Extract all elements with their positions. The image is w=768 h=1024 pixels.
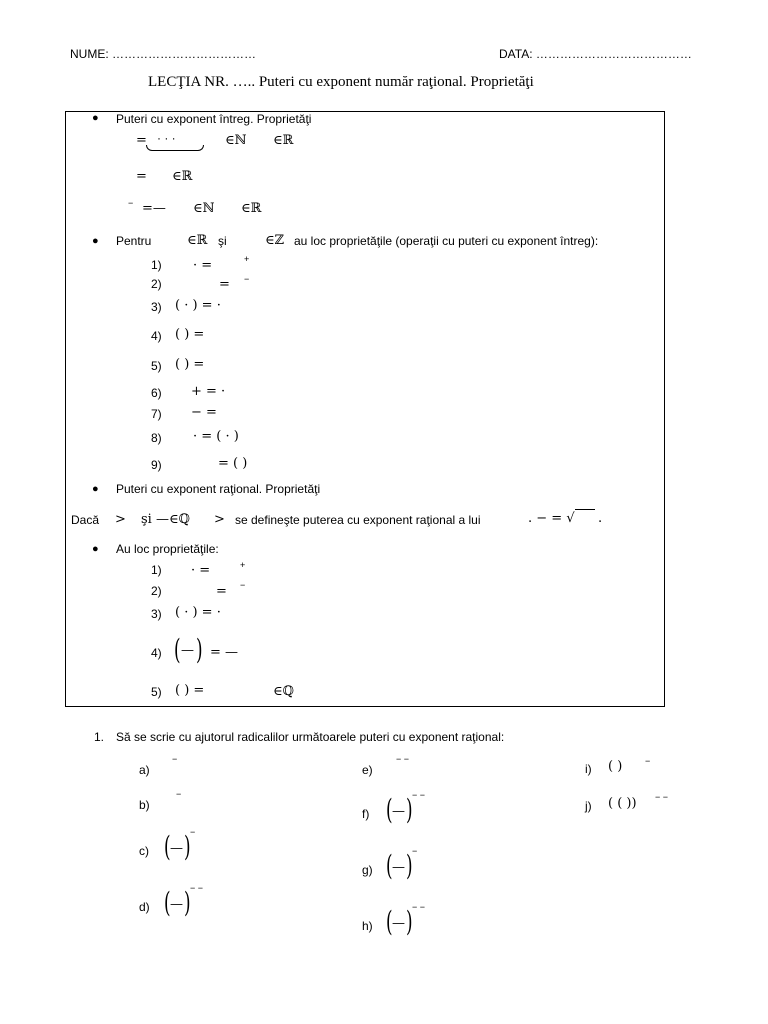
def3-in-r: ∈ℝ [241,201,262,216]
pentru-in-r: ∈ℝ [187,233,208,248]
int-prop-num: 3) [151,300,162,314]
def2-in-r: ∈ℝ [172,169,193,184]
def1-dots: · · · [157,131,176,145]
bullet-icon: ● [92,543,99,555]
radical-overline [575,509,595,510]
bullet-icon: ● [92,112,99,124]
int-prop-num: 1) [151,258,162,272]
left-paren-icon: ( [386,793,393,826]
daca-label: Dacă [71,513,100,527]
right-paren-icon: ) [184,830,191,863]
exp-minus: − [172,754,178,764]
int-prop-num: 5) [151,359,162,373]
left-paren-icon: ( [386,849,393,882]
int-prop-num: 8) [151,431,162,445]
frac-bar: — [170,841,183,856]
daca-end: . [598,511,603,526]
frac-bar: — [392,804,405,819]
rat-prop-expr: ( ) = [175,683,205,698]
item-j-expr: ( ( )) [608,796,637,811]
daca-gt: > [115,512,126,527]
daca-formula: . − = √ [528,511,575,526]
left-paren-icon: ( [386,905,393,938]
int-prop-num: 7) [151,407,162,421]
right-paren-icon: ) [184,886,191,919]
def3-eq: =— [142,201,166,216]
item-d-label: d) [139,900,150,914]
date-field-label: DATA: ………………………………… [499,47,692,61]
item-a-label: a) [139,763,150,777]
rat-prop-expr: = [216,584,227,599]
section-props-heading: Au loc proprietăţile: [116,542,219,556]
pentru-in-z: ∈ℤ [265,233,285,248]
item-g-label: g) [362,863,373,877]
right-paren-icon: ) [406,849,413,882]
rat-prop-num: 4) [151,646,162,660]
int-prop-expr: ( · ) = · [175,298,221,313]
item-i-label: i) [585,762,592,776]
exp-minus: − [190,827,196,837]
exp-double-minus: − − [412,902,426,912]
left-paren-icon: ( [164,886,171,919]
right-paren-icon: ) [406,905,413,938]
item-e-label: e) [362,763,373,777]
right-paren-icon: ) [406,793,413,826]
exp-double-minus: − − [655,792,669,802]
frac-bar: — [392,916,405,931]
pentru-text: au loc proprietăţile (operaţii cu puteri cu exponent întreg): [294,234,599,248]
exp-double-minus: − − [412,790,426,800]
int-prop-expr: ( ) = [175,327,205,342]
exp-minus: − [645,756,651,766]
name-field-label: NUME: ……………………………… [70,47,256,61]
exp-minus: − [176,789,182,799]
rat-prop-sup: + [240,560,246,570]
item-i-expr: ( ) [608,759,623,774]
int-prop-expr: · = [193,258,213,273]
def1-in-r: ∈ℝ [273,133,294,148]
right-paren-icon: ) [196,633,203,666]
item-c-label: c) [139,844,149,858]
rat-prop-expr: = — [210,645,239,660]
item-h-label: h) [362,919,373,933]
item-f-label: f) [362,807,370,821]
rat-prop-num: 5) [151,685,162,699]
exp-double-minus: − − [190,883,204,893]
exp-double-minus: − − [396,754,410,764]
int-prop-num: 9) [151,458,162,472]
left-paren-icon: ( [174,633,181,666]
def1-eq: = [136,133,147,148]
section-rational-heading: Puteri cu exponent raţional. Proprietăţi [116,482,321,496]
int-prop-expr: + = · [191,384,226,399]
int-prop-expr: ( ) = [175,357,205,372]
item-b-label: b) [139,798,150,812]
int-prop-expr: = [219,277,230,292]
int-prop-num: 4) [151,329,162,343]
daca-text: se defineşte puterea cu exponent raţional a lui [235,513,481,527]
frac-bar: — [392,860,405,875]
rat-prop-sup: − [240,580,246,590]
int-prop-expr: − = [191,405,217,420]
def2-eq: = [136,169,147,184]
def1-in-n: ∈ℕ [225,133,247,148]
rat-prop-expr: ( · ) = · [175,605,221,620]
section-integer-heading: Puteri cu exponent întreg. Proprietăţi [116,112,312,126]
left-paren-icon: ( [164,830,171,863]
exercise-text: Să se scrie cu ajutorul radicalilor următoarele puteri cu exponent raţional: [116,730,505,744]
item-j-label: j) [585,799,592,813]
bullet-icon: ● [92,235,99,247]
rat-prop-num: 3) [151,607,162,621]
frac-bar: — [181,643,194,658]
int-prop-sup: + [244,254,250,264]
exp-minus: − [412,846,418,856]
bullet-icon: ● [92,483,99,495]
underbrace-icon [146,145,204,151]
si-label: şi [218,234,227,248]
rat-prop-num: 1) [151,563,162,577]
daca-si: şi —∈ℚ [141,512,190,527]
rat-prop-num: 2) [151,584,162,598]
int-prop-num: 6) [151,386,162,400]
pentru-label: Pentru [116,234,152,248]
int-prop-expr: · = ( · ) [193,429,239,444]
int-prop-expr: = ( ) [218,456,248,471]
rat-prop-expr: · = [191,563,211,578]
int-prop-sup: − [244,274,250,284]
prop5-in-q: ∈ℚ [273,684,294,699]
def3-minus: − [128,198,134,208]
def3-in-n: ∈ℕ [193,201,215,216]
page-title: LECŢIA NR. ….. Puteri cu exponent număr raţional. Proprietăţi [148,74,534,90]
int-prop-num: 2) [151,277,162,291]
frac-bar: — [170,897,183,912]
exercise-number: 1. [94,730,105,744]
daca-gt: > [214,512,225,527]
